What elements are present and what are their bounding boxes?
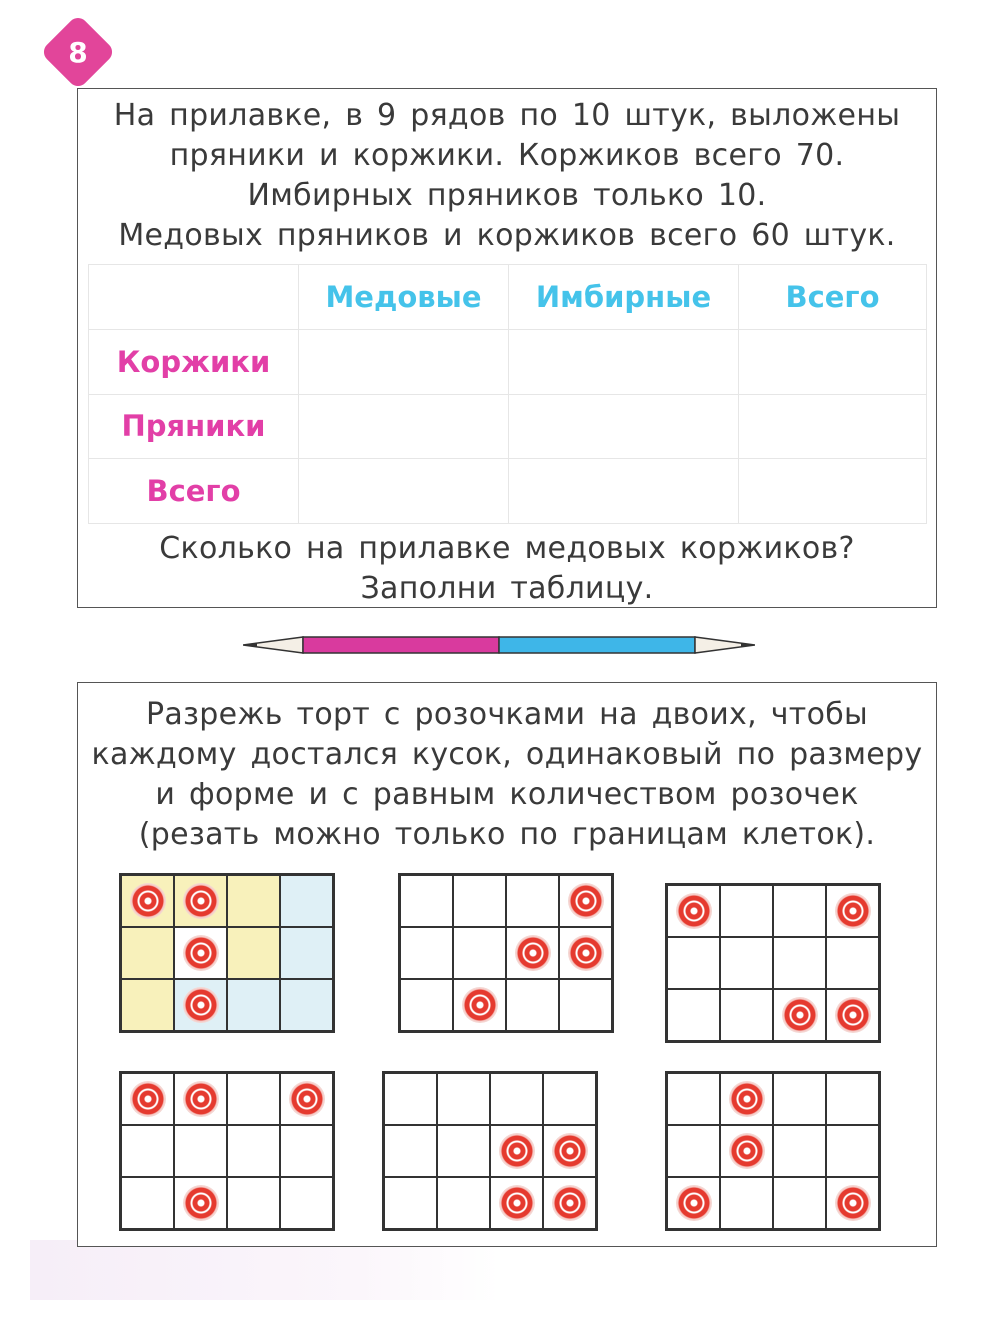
- grid-cell[interactable]: [667, 1073, 720, 1125]
- pencil-pink-half: [303, 637, 499, 653]
- problem-2-line: и форме и с равным количеством розочек: [155, 777, 859, 812]
- grid-cell[interactable]: [773, 1073, 826, 1125]
- table-corner: [89, 265, 299, 330]
- grid-cell[interactable]: [773, 1125, 826, 1177]
- answer-cell[interactable]: [299, 329, 509, 394]
- grid-cell[interactable]: [720, 1125, 773, 1177]
- grid-cell[interactable]: [543, 1125, 596, 1177]
- grid-cell[interactable]: [384, 1125, 437, 1177]
- grid-cell[interactable]: [174, 927, 227, 979]
- grid-cell[interactable]: [773, 937, 826, 989]
- question-line: Сколько на прилавке медовых коржиков?: [159, 531, 855, 566]
- answer-cell[interactable]: [509, 459, 739, 524]
- page-background-tint: [30, 1240, 500, 1300]
- grid-cell[interactable]: [227, 875, 280, 927]
- column-header-honey: Медовые: [299, 265, 509, 330]
- rose-icon: [463, 988, 497, 1022]
- row-header-gingerbread: Пряники: [89, 394, 299, 459]
- row-header-total: Всего: [89, 459, 299, 524]
- grid-cell[interactable]: [720, 1177, 773, 1229]
- cake-grid[interactable]: [398, 873, 614, 1033]
- grid-cell[interactable]: [720, 1073, 773, 1125]
- grid-cell[interactable]: [720, 937, 773, 989]
- rose-icon: [516, 936, 550, 970]
- grid-cell[interactable]: [826, 1125, 879, 1177]
- problem-1-line: Имбирных пряников только 10.: [247, 178, 767, 213]
- problem-1-line: пряники и коржики. Коржиков всего 70.: [169, 138, 845, 173]
- grid-cell[interactable]: [506, 875, 559, 927]
- answer-cell[interactable]: [299, 459, 509, 524]
- cake-grid[interactable]: [665, 883, 881, 1043]
- rose-icon: [553, 1134, 587, 1168]
- problem-1-line: На прилавке, в 9 рядов по 10 штук, выложены: [113, 98, 901, 133]
- grid-cell[interactable]: [174, 1073, 227, 1125]
- grid-cell[interactable]: [400, 979, 453, 1031]
- rose-icon: [184, 936, 218, 970]
- grid-cell[interactable]: [667, 989, 720, 1041]
- cake-grid[interactable]: [382, 1071, 598, 1231]
- grid-cell[interactable]: [667, 885, 720, 937]
- grid-cell[interactable]: [826, 1177, 879, 1229]
- grid-cell[interactable]: [174, 875, 227, 927]
- problem-2-line: каждому достался кусок, одинаковый по размеру: [91, 737, 923, 772]
- grid-cell[interactable]: [227, 927, 280, 979]
- grid-cell[interactable]: [121, 875, 174, 927]
- grid-cell[interactable]: [490, 1177, 543, 1229]
- pencil-divider: [243, 630, 755, 660]
- grid-cell[interactable]: [667, 937, 720, 989]
- rose-icon: [730, 1082, 764, 1116]
- grid-cell[interactable]: [720, 885, 773, 937]
- problem-1-text: [78, 96, 936, 256]
- rose-icon: [553, 1186, 587, 1220]
- rose-icon: [836, 1186, 870, 1220]
- grid-cell[interactable]: [174, 1177, 227, 1229]
- grid-cell[interactable]: [121, 979, 174, 1031]
- grid-cell[interactable]: [453, 927, 506, 979]
- grid-cell[interactable]: [437, 1073, 490, 1125]
- question-line: Заполни таблицу.: [360, 571, 654, 606]
- grid-cell[interactable]: [121, 927, 174, 979]
- rose-icon: [131, 1082, 165, 1116]
- grid-cell[interactable]: [826, 989, 879, 1041]
- answer-cell[interactable]: [509, 329, 739, 394]
- grid-cell[interactable]: [384, 1177, 437, 1229]
- page-number: 8: [68, 35, 88, 69]
- rose-icon: [783, 998, 817, 1032]
- problem-1-question: [78, 529, 936, 609]
- problem-2-text: [78, 695, 936, 855]
- grid-cell[interactable]: [227, 1177, 280, 1229]
- grid-cell[interactable]: [437, 1177, 490, 1229]
- problem-2-line: (резать можно только по границам клеток).: [138, 817, 876, 852]
- rose-icon: [836, 998, 870, 1032]
- answer-cell[interactable]: [509, 394, 739, 459]
- column-header-total: Всего: [739, 265, 927, 330]
- grid-cell[interactable]: [384, 1073, 437, 1125]
- pencil-blue-half: [499, 637, 695, 653]
- fill-in-table: [88, 264, 927, 524]
- grid-cell[interactable]: [453, 979, 506, 1031]
- rose-icon: [131, 884, 165, 918]
- grid-cell[interactable]: [174, 1125, 227, 1177]
- grid-cell[interactable]: [121, 1125, 174, 1177]
- cake-grid[interactable]: [119, 873, 335, 1033]
- cake-grid[interactable]: [665, 1071, 881, 1231]
- rose-icon: [184, 1082, 218, 1116]
- rose-icon: [677, 1186, 711, 1220]
- grid-cell[interactable]: [506, 927, 559, 979]
- rose-icon: [569, 884, 603, 918]
- grid-cell[interactable]: [506, 979, 559, 1031]
- grid-cell[interactable]: [667, 1177, 720, 1229]
- grid-cell[interactable]: [400, 875, 453, 927]
- grid-cell[interactable]: [121, 1177, 174, 1229]
- rose-icon: [500, 1134, 534, 1168]
- rose-icon: [730, 1134, 764, 1168]
- grid-cell[interactable]: [174, 979, 227, 1031]
- rose-icon: [569, 936, 603, 970]
- grid-cell[interactable]: [773, 1177, 826, 1229]
- grid-cell[interactable]: [826, 1073, 879, 1125]
- rose-icon: [184, 988, 218, 1022]
- grid-cell[interactable]: [280, 1125, 333, 1177]
- rose-icon: [500, 1186, 534, 1220]
- grid-cell[interactable]: [437, 1125, 490, 1177]
- cake-grid[interactable]: [119, 1071, 335, 1231]
- answer-cell[interactable]: [299, 394, 509, 459]
- grid-cell[interactable]: [543, 1073, 596, 1125]
- grid-cell[interactable]: [826, 885, 879, 937]
- grid-cell[interactable]: [453, 875, 506, 927]
- grid-cell[interactable]: [667, 1125, 720, 1177]
- rose-icon: [677, 894, 711, 928]
- grid-cell[interactable]: [280, 927, 333, 979]
- grid-cell[interactable]: [559, 875, 612, 927]
- rose-icon: [184, 1186, 218, 1220]
- grid-cell[interactable]: [773, 885, 826, 937]
- grid-cell[interactable]: [280, 1073, 333, 1125]
- grid-cell[interactable]: [121, 1073, 174, 1125]
- grid-cell[interactable]: [227, 979, 280, 1031]
- grid-cell[interactable]: [559, 927, 612, 979]
- column-header-ginger: Имбирные: [509, 265, 739, 330]
- row-header-cookies: Коржики: [89, 329, 299, 394]
- grid-cell[interactable]: [227, 1073, 280, 1125]
- grid-cell[interactable]: [559, 979, 612, 1031]
- grid-cell[interactable]: [490, 1125, 543, 1177]
- rose-icon: [836, 894, 870, 928]
- grid-cell[interactable]: [490, 1073, 543, 1125]
- answer-cell[interactable]: [739, 394, 927, 459]
- grid-cell[interactable]: [773, 989, 826, 1041]
- rose-icon: [290, 1082, 324, 1116]
- problem-1-line: Медовых пряников и коржиков всего 60 штук.: [118, 218, 896, 253]
- problem-2-line: Разрежь торт с розочками на двоих, чтобы: [145, 697, 869, 732]
- grid-cell[interactable]: [543, 1177, 596, 1229]
- answer-cell[interactable]: [739, 329, 927, 394]
- grid-cell[interactable]: [280, 979, 333, 1031]
- grid-cell[interactable]: [400, 927, 453, 979]
- grid-cell[interactable]: [227, 1125, 280, 1177]
- grid-cell[interactable]: [826, 937, 879, 989]
- answer-cell[interactable]: [739, 459, 927, 524]
- grid-cell[interactable]: [280, 1177, 333, 1229]
- rose-icon: [184, 884, 218, 918]
- grid-cell[interactable]: [280, 875, 333, 927]
- grid-cell[interactable]: [720, 989, 773, 1041]
